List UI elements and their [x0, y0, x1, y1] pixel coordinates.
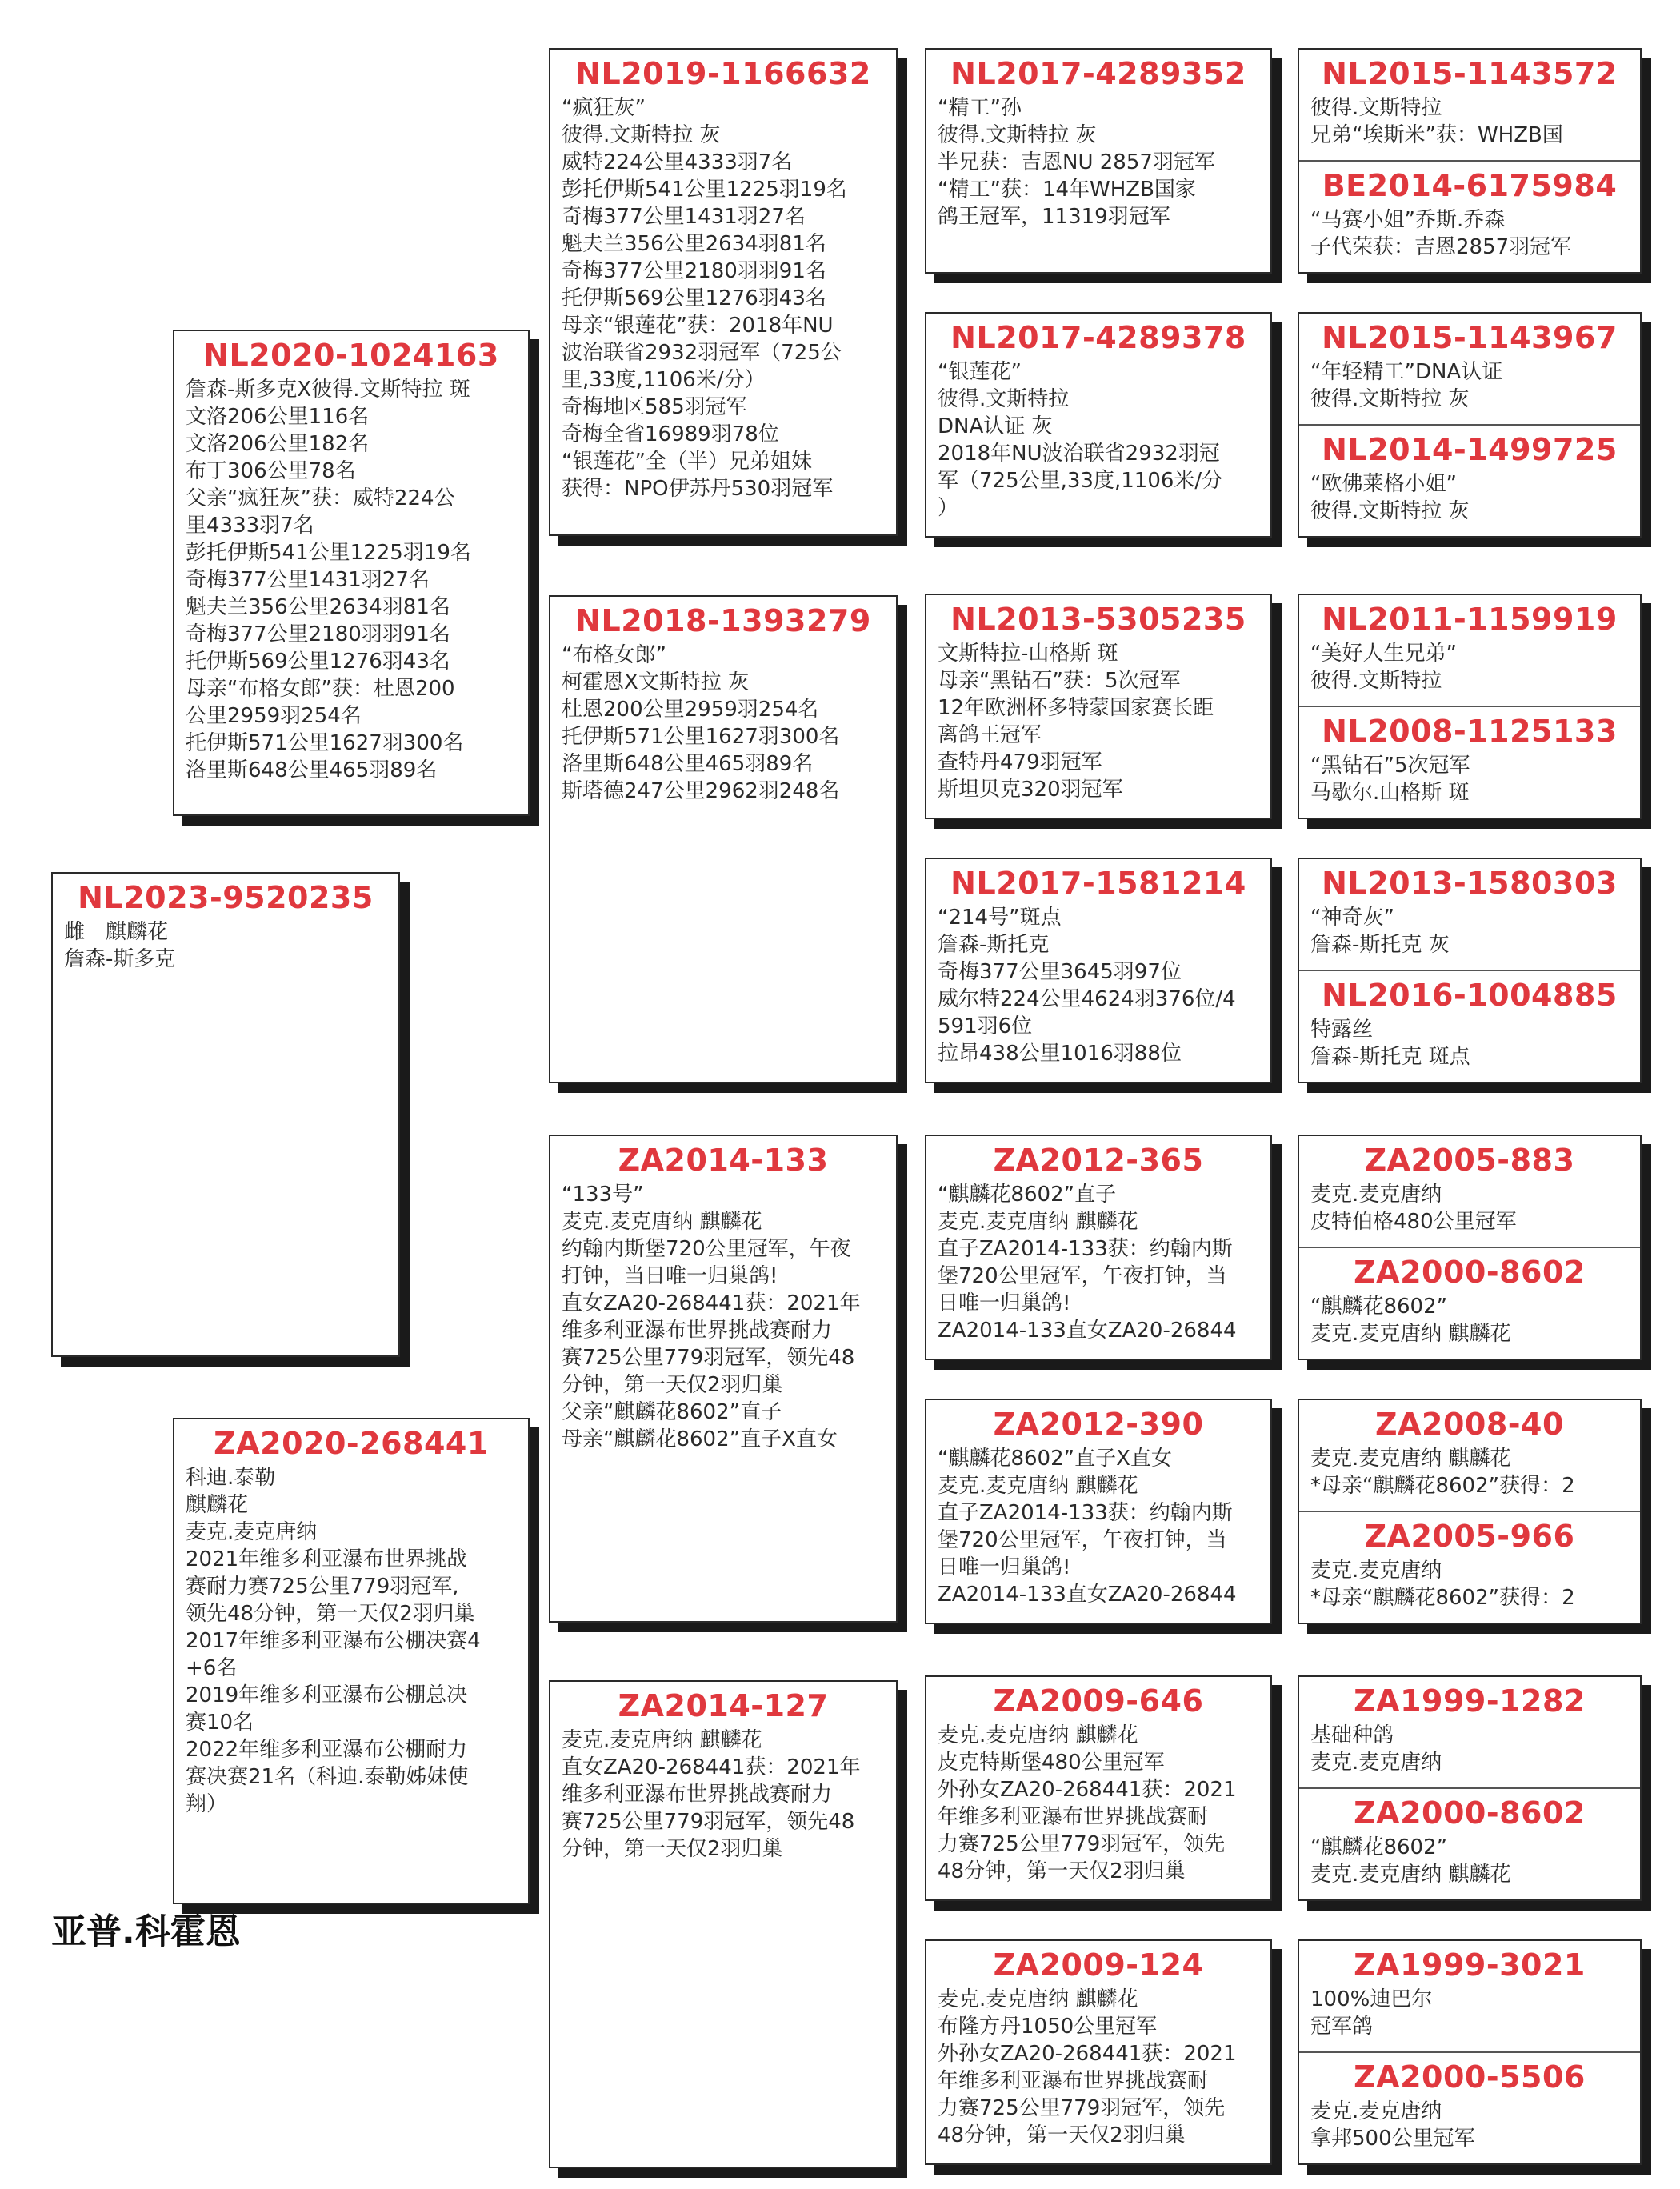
ring-number: ZA2005-966 — [1364, 1519, 1575, 1554]
great-great-grandparent-pair — [1298, 1675, 1642, 1901]
pigeon-description: 文斯特拉-山格斯 斑 母亲“黑钻石”获：5次冠军 12年欧洲杯多特蒙国家赛长距 离鸽王冠军 查特丹479羽冠军 斯坦贝克320羽冠军 — [938, 642, 1214, 802]
ancestor-cell — [1299, 162, 1640, 272]
sire-card — [173, 330, 530, 816]
grandparent-card — [549, 1135, 898, 1623]
ring-number: ZA1999-1282 — [1354, 1683, 1586, 1719]
ring-number: ZA2009-646 — [993, 1683, 1204, 1719]
ring-number: NL2011-1159919 — [1322, 602, 1618, 637]
great-great-grandparent-pair — [1298, 594, 1642, 819]
pigeon-description: “年轻精工”DNA认证 彼得.文斯特拉 灰 — [1310, 360, 1503, 411]
great-grandparent-card — [925, 1939, 1272, 2165]
pigeon-description: 彼得.文斯特拉 兄弟“埃斯米”获：WHZB国 — [1310, 96, 1563, 147]
pigeon-description: “麒麟花8602”直子 麦克.麦克唐纳 麒麟花 直子ZA2014-133获：约翰内斯 堡720公里冠军，午夜打钟，当 日唯一归巢鸽! ZA2014-133直女ZA20-26844 — [938, 1183, 1237, 1343]
ancestor-cell — [1299, 859, 1640, 971]
subject-card — [51, 872, 400, 1357]
ring-number: NL2008-1125133 — [1322, 714, 1618, 749]
ancestor-cell — [1299, 1248, 1640, 1359]
ring-number: NL2016-1004885 — [1322, 978, 1618, 1013]
ring-number: ZA2012-390 — [993, 1407, 1204, 1442]
pigeon-description: 雌 麒麟花 詹森-斯多克 — [64, 920, 176, 971]
pigeon-description: 100%迪巴尔 冠军鸽 — [1310, 1987, 1433, 2039]
ring-number: NL2018-1393279 — [575, 603, 871, 638]
pigeon-description: 詹森-斯多克X彼得.文斯特拉 斑 文洛206公里116名 文洛206公里182名 布丁306公里78名 父亲“疯狂灰”获：威特224公 里4333羽7名 彭托伊斯541公里1225羽19名 奇梅377公里1431羽27名 魁夫兰356公里2634羽81名 奇梅377公里2180羽羽91名 托伊斯569公里1276羽43名 母亲“布格女郎”获：杜恩200 公里2959羽254名 托伊斯571公里1627羽300名 洛里斯648公里465羽89名 — [186, 378, 471, 782]
ring-number: ZA2014-133 — [618, 1143, 829, 1178]
great-grandparent-card — [925, 48, 1272, 274]
ancestor-cell — [1299, 1136, 1640, 1248]
dam-card — [173, 1418, 530, 1904]
ring-number: ZA2005-883 — [1364, 1143, 1575, 1178]
grandparent-card — [549, 595, 898, 1083]
ancestor-cell — [1299, 1789, 1640, 1899]
pigeon-description: “欧佛莱格小姐” 彼得.文斯特拉 灰 — [1310, 472, 1470, 523]
ring-number: NL2017-4289378 — [950, 320, 1246, 355]
pigeon-description: 麦克.麦克唐纳 麒麟花 *母亲“麒麟花8602”获得：2 — [1310, 1447, 1575, 1498]
ancestor-cell — [1299, 707, 1640, 818]
great-grandparent-card — [925, 1675, 1272, 1901]
pigeon-description: “神奇灰” 詹森-斯托克 灰 — [1310, 906, 1450, 957]
pigeon-description: “疯狂灰” 彼得.文斯特拉 灰 威特224公里4333羽7名 彭托伊斯541公里1225羽19名 奇梅377公里1431羽27名 魁夫兰356公里2634羽81名 奇梅377公里2180羽羽91名 托伊斯569公里1276羽43名 母亲“银莲花”获：2018年NU 波治联省2932羽冠军（725公 里,33度,1106米/分） 奇梅地区585羽冠军 奇梅全省16989羽78位 “银莲花”全（半）兄弟姐妹 获得：NPO伊苏丹530羽冠军 — [562, 96, 847, 501]
pigeon-description: “银莲花” 彼得.文斯特拉 DNA认证 灰 2018年NU波治联省2932羽冠 军（725公里,33度,1106米/分 ） — [938, 360, 1223, 520]
great-great-grandparent-pair — [1298, 858, 1642, 1083]
ancestor-cell — [1299, 1941, 1640, 2053]
ancestor-cell — [1299, 1400, 1640, 1512]
pigeon-description: “麒麟花8602” 麦克.麦克唐纳 麒麟花 — [1310, 1295, 1511, 1346]
ancestor-cell — [1299, 50, 1640, 162]
ancestor-cell — [1299, 971, 1640, 1082]
pigeon-description: 麦克.麦克唐纳 麒麟花 直女ZA20-268441获：2021年 维多利亚瀑布世界挑战赛耐力 赛725公里779羽冠军，领先48 分钟，第一天仅2羽归巢 — [562, 1728, 861, 1861]
great-grandparent-card — [925, 1135, 1272, 1360]
great-great-grandparent-pair — [1298, 1399, 1642, 1624]
owner-name: 亚普.科霍恩 — [51, 1911, 241, 1952]
ring-number: NL2017-1581214 — [950, 866, 1246, 901]
pigeon-description: 基础种鸽 麦克.麦克唐纳 — [1310, 1723, 1442, 1775]
ring-number: ZA2000-5506 — [1354, 2059, 1586, 2095]
ancestor-cell — [1299, 595, 1640, 707]
ring-number: ZA2009-124 — [993, 1947, 1204, 1983]
ring-number: BE2014-6175984 — [1322, 168, 1618, 203]
pigeon-description: “美好人生兄弟” 彼得.文斯特拉 — [1310, 642, 1457, 693]
great-grandparent-card — [925, 594, 1272, 819]
pigeon-description: 麦克.麦克唐纳 拿邦500公里冠军 — [1310, 2099, 1475, 2151]
ring-number: NL2013-5305235 — [950, 602, 1246, 637]
ancestor-cell — [1299, 2053, 1640, 2163]
pigeon-description: “133号” 麦克.麦克唐纳 麒麟花 约翰内斯堡720公里冠军，午夜 打钟，当日唯一归巢鸽! 直女ZA20-268441获：2021年 维多利亚瀑布世界挑战赛耐力 赛725公里779羽冠军，领先48 分钟，第一天仅2羽归巢 父亲“麒麟花8602”直子 母亲“麒麟花8602”直子X直女 — [562, 1183, 861, 1451]
grandparent-card — [549, 48, 898, 536]
pigeon-description: 麦克.麦克唐纳 麒麟花 皮克特斯堡480公里冠军 外孙女ZA20-268441获：2021 年维多利亚瀑布世界挑战赛耐 力赛725公里779羽冠军，领先 48分钟，第一天仅2羽归巢 — [938, 1723, 1237, 1883]
ancestor-cell — [1299, 426, 1640, 536]
ring-number: ZA2012-365 — [993, 1143, 1204, 1178]
pigeon-description: 麦克.麦克唐纳 皮特伯格480公里冠军 — [1310, 1183, 1517, 1234]
great-great-grandparent-pair — [1298, 48, 1642, 274]
ring-number: NL2023-9520235 — [78, 880, 374, 915]
ring-number: ZA2020-268441 — [214, 1426, 489, 1461]
great-great-grandparent-pair — [1298, 1135, 1642, 1360]
ring-number: NL2013-1580303 — [1322, 866, 1618, 901]
pigeon-description: “麒麟花8602”直子X直女 麦克.麦克唐纳 麒麟花 直子ZA2014-133获：约翰内斯 堡720公里冠军，午夜打钟，当 日唯一归巢鸽! ZA2014-133直女ZA20-26844 — [938, 1447, 1237, 1607]
ring-number: NL2019-1166632 — [575, 56, 871, 91]
pigeon-description: “马赛小姐”乔斯.乔森 子代荣获：吉恩2857羽冠军 — [1310, 208, 1572, 259]
pigeon-description: “精工”孙 彼得.文斯特拉 灰 半兄获：吉恩NU 2857羽冠军 “精工”获：14年WHZB国家 鸽王冠军，11319羽冠军 — [938, 96, 1215, 229]
pigeon-description: 科迪.泰勒 麒麟花 麦克.麦克唐纳 2021年维多利亚瀑布世界挑战 赛耐力赛725公里779羽冠军, 领先48分钟，第一天仅2羽归巢 2017年维多利亚瀑布公棚决赛4 +6名 2019年维多利亚瀑布公棚总决 赛10名 2022年维多利亚瀑布公棚耐力 赛决赛21名（科迪.泰勒姊妹使 翔） — [186, 1466, 481, 1816]
great-grandparent-card — [925, 312, 1272, 538]
ring-number: ZA2014-127 — [618, 1688, 829, 1723]
ancestor-cell — [1299, 1677, 1640, 1789]
ring-number: NL2014-1499725 — [1322, 432, 1618, 467]
great-grandparent-card — [925, 858, 1272, 1083]
ring-number: NL2020-1024163 — [203, 338, 499, 373]
great-great-grandparent-pair — [1298, 1939, 1642, 2165]
pigeon-description: 特露丝 詹森-斯托克 斑点 — [1310, 1018, 1470, 1069]
ancestor-cell — [1299, 314, 1640, 426]
ring-number: NL2015-1143572 — [1322, 56, 1618, 91]
ring-number: NL2017-4289352 — [950, 56, 1246, 91]
pigeon-description: “黑钻石”5次冠军 马歇尔.山格斯 斑 — [1310, 754, 1470, 805]
pigeon-description: “布格女郎” 柯霍恩X文斯特拉 灰 杜恩200公里2959羽254名 托伊斯571公里1627羽300名 洛里斯648公里465羽89名 斯塔德247公里2962羽248名 — [562, 643, 840, 803]
pigeon-description: 麦克.麦克唐纳 麒麟花 布隆方丹1050公里冠军 外孙女ZA20-268441获：2021 年维多利亚瀑布世界挑战赛耐 力赛725公里779羽冠军，领先 48分钟，第一天仅2羽归巢 — [938, 1987, 1237, 2147]
ring-number: ZA2000-8602 — [1354, 1795, 1586, 1831]
ring-number: NL2015-1143967 — [1322, 320, 1618, 355]
pigeon-description: 麦克.麦克唐纳 *母亲“麒麟花8602”获得：2 — [1310, 1559, 1575, 1610]
ancestor-cell — [1299, 1512, 1640, 1623]
grandparent-card — [549, 1680, 898, 2168]
great-grandparent-card — [925, 1399, 1272, 1624]
pigeon-description: “麒麟花8602” 麦克.麦克唐纳 麒麟花 — [1310, 1835, 1511, 1887]
pigeon-description: “214号”斑点 詹森-斯托克 奇梅377公里3645羽97位 威尔特224公里4624羽376位/4 591羽6位 拉昂438公里1016羽88位 — [938, 906, 1236, 1066]
ring-number: ZA2008-40 — [1375, 1407, 1564, 1442]
ring-number: ZA2000-8602 — [1354, 1255, 1586, 1290]
great-great-grandparent-pair — [1298, 312, 1642, 538]
ring-number: ZA1999-3021 — [1354, 1947, 1586, 1983]
